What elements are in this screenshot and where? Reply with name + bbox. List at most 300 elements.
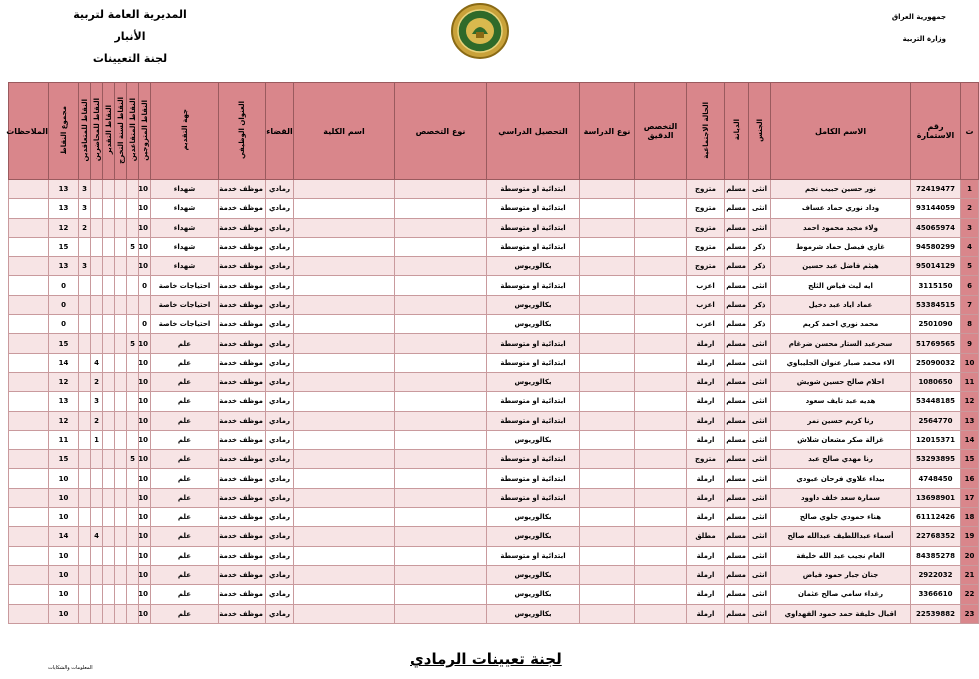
table-cell [79, 565, 91, 584]
column-header [127, 83, 139, 180]
table-cell: مسلم [725, 257, 749, 276]
appointments-table [8, 82, 979, 624]
table-row [9, 180, 979, 199]
table-cell: 10 [139, 527, 151, 546]
table-cell: رمادي [266, 411, 294, 430]
table-cell: ابتدائية او متوسطة [487, 392, 580, 411]
table-cell: 10 [49, 469, 79, 488]
table-cell: انثى [749, 334, 771, 353]
table-cell: موظف خدمة [219, 508, 266, 527]
table-cell [103, 508, 115, 527]
table-cell: بيداء علاوي فرحان عبودي [771, 469, 911, 488]
table-cell [79, 315, 91, 334]
table-cell: غزالة صكر مشعان شلاش [771, 430, 911, 449]
table-cell: 2 [91, 372, 103, 391]
column-header [91, 83, 103, 180]
table-cell: مسلم [725, 334, 749, 353]
column-header [725, 83, 749, 180]
table-cell: 10 [139, 585, 151, 604]
table-cell: 15 [49, 450, 79, 469]
table-cell: انثى [749, 276, 771, 295]
table-cell [9, 411, 49, 430]
table-cell [395, 295, 487, 314]
table-cell: 2 [91, 411, 103, 430]
table-cell [395, 276, 487, 295]
table-cell: اعزب [687, 315, 725, 334]
table-cell [127, 218, 139, 237]
table-cell [103, 411, 115, 430]
table-cell: 3366610 [911, 585, 961, 604]
table-cell [103, 488, 115, 507]
table-cell: مسلم [725, 527, 749, 546]
table-cell: علم [151, 546, 219, 565]
table-cell: 10 [139, 372, 151, 391]
table-cell [9, 527, 49, 546]
table-cell: 10 [139, 508, 151, 527]
table-cell: بكالوريوس [487, 295, 580, 314]
table-cell: رمادي [266, 604, 294, 623]
table-cell: ذكر [749, 237, 771, 256]
table-cell: 11 [961, 372, 979, 391]
table-cell: الغام نجيب عبد الله خليفة [771, 546, 911, 565]
column-header-label: النقاط للمحاضرين [92, 98, 101, 162]
table-cell [395, 257, 487, 276]
table-cell: علم [151, 508, 219, 527]
footer-note: المعلومات والشكايات [48, 665, 93, 671]
table-cell [127, 508, 139, 527]
table-cell [395, 508, 487, 527]
table-cell: 16 [961, 469, 979, 488]
table-cell [395, 469, 487, 488]
table-cell [635, 315, 687, 334]
table-cell [294, 334, 395, 353]
table-cell: مسلم [725, 295, 749, 314]
table-cell: ذكر [749, 257, 771, 276]
table-cell: ارملة [687, 508, 725, 527]
table-cell: مسلم [725, 411, 749, 430]
table-cell: ارملة [687, 546, 725, 565]
table-cell: متزوج [687, 218, 725, 237]
table-cell [103, 372, 115, 391]
table-cell [294, 488, 395, 507]
table-cell: موظف خدمة [219, 604, 266, 623]
column-header-label: الجنس [755, 118, 764, 142]
table-row [9, 218, 979, 237]
column-header-label: الحالة الاجتماعية [701, 101, 710, 159]
table-cell: 14 [49, 353, 79, 372]
column-header: نوع التخصص [395, 83, 487, 180]
table-cell [580, 469, 635, 488]
table-cell: 72419477 [911, 180, 961, 199]
table-cell: هيثم فاضل عبد حسين [771, 257, 911, 276]
table-cell: رمادي [266, 392, 294, 411]
table-cell: 13 [961, 411, 979, 430]
table-cell [91, 565, 103, 584]
table-cell: 6 [961, 276, 979, 295]
table-cell [294, 565, 395, 584]
table-cell: موظف خدمة [219, 372, 266, 391]
table-cell: رمادي [266, 276, 294, 295]
table-cell [9, 315, 49, 334]
table-cell [91, 469, 103, 488]
table-cell [635, 392, 687, 411]
table-cell: 13 [49, 180, 79, 199]
table-cell [103, 237, 115, 256]
table-cell [79, 237, 91, 256]
column-header [115, 83, 127, 180]
column-header: الملاحظات [9, 83, 49, 180]
table-cell: موظف خدمة [219, 546, 266, 565]
table-cell: موظف خدمة [219, 295, 266, 314]
table-cell [9, 469, 49, 488]
table-cell [115, 218, 127, 237]
table-cell [115, 199, 127, 218]
table-cell [127, 411, 139, 430]
table-cell [9, 546, 49, 565]
table-cell [580, 546, 635, 565]
column-header [749, 83, 771, 180]
table-cell [127, 180, 139, 199]
table-cell: متزوج [687, 180, 725, 199]
table-cell [294, 353, 395, 372]
column-header-label: العنوان الوظيفي [238, 100, 246, 160]
table-cell: سمارة سعد خلف داوود [771, 488, 911, 507]
table-cell: موظف خدمة [219, 334, 266, 353]
table-cell [580, 450, 635, 469]
directorate-name: المديرية العامة لتربية الأنبار [73, 8, 187, 43]
table-cell: 17 [961, 488, 979, 507]
table-cell: 0 [49, 276, 79, 295]
table-cell [9, 295, 49, 314]
table-cell [103, 392, 115, 411]
table-cell [635, 508, 687, 527]
table-cell: 19 [961, 527, 979, 546]
table-cell: 10 [49, 565, 79, 584]
table-cell [103, 334, 115, 353]
table-row [9, 508, 979, 527]
table-cell: 4 [91, 527, 103, 546]
table-cell: 22539882 [911, 604, 961, 623]
ministry-name: وزارة التربية [902, 35, 946, 43]
table-cell: ايه ليث فياض الثلج [771, 276, 911, 295]
table-cell: رمادي [266, 218, 294, 237]
table-cell [115, 411, 127, 430]
table-cell: 4748450 [911, 469, 961, 488]
table-cell [580, 508, 635, 527]
table-row [9, 469, 979, 488]
table-cell: 0 [139, 315, 151, 334]
table-cell [9, 392, 49, 411]
table-cell: انثى [749, 372, 771, 391]
column-header-label: النقاط المتزوجين [140, 99, 149, 161]
table-cell: 93144059 [911, 199, 961, 218]
table-cell [635, 180, 687, 199]
table-cell: مسلم [725, 488, 749, 507]
table-cell: انثى [749, 604, 771, 623]
table-cell: متزوج [687, 237, 725, 256]
table-cell: 10 [139, 546, 151, 565]
table-cell: 10 [139, 565, 151, 584]
table-cell: 3 [79, 199, 91, 218]
table-row [9, 353, 979, 372]
table-cell [115, 527, 127, 546]
table-cell: مسلم [725, 430, 749, 449]
table-cell [9, 508, 49, 527]
table-row [9, 604, 979, 623]
table-cell [79, 295, 91, 314]
table-cell: انثى [749, 527, 771, 546]
table-cell: 10 [139, 257, 151, 276]
table-cell: 1 [91, 430, 103, 449]
table-cell: 18 [961, 508, 979, 527]
table-cell [9, 218, 49, 237]
column-header: رقم الاستمارة [911, 83, 961, 180]
table-cell: اعزب [687, 295, 725, 314]
table-header-row [9, 83, 979, 180]
table-cell [127, 430, 139, 449]
table-cell [580, 353, 635, 372]
table-cell: 10 [139, 450, 151, 469]
table-cell [395, 430, 487, 449]
table-cell: 10 [139, 392, 151, 411]
table-row [9, 334, 979, 353]
table-cell: الاء محمد صبار عنوان الجليباوي [771, 353, 911, 372]
table-cell: موظف خدمة [219, 527, 266, 546]
table-cell: ارملة [687, 392, 725, 411]
table-cell [103, 450, 115, 469]
table-cell [127, 257, 139, 276]
column-header: القضاء [266, 83, 294, 180]
table-cell [395, 199, 487, 218]
table-cell [115, 180, 127, 199]
table-cell: علم [151, 430, 219, 449]
table-cell: انثى [749, 450, 771, 469]
table-cell: مسلم [725, 565, 749, 584]
table-row [9, 411, 979, 430]
table-row [9, 392, 979, 411]
table-cell [294, 276, 395, 295]
table-cell [115, 585, 127, 604]
table-cell: احتياجات خاصة [151, 276, 219, 295]
table-cell: 10 [139, 199, 151, 218]
table-cell [91, 276, 103, 295]
column-header: التحصيل الدراسي [487, 83, 580, 180]
table-cell: رمادي [266, 295, 294, 314]
table-cell [79, 430, 91, 449]
table-cell [580, 604, 635, 623]
table-cell [79, 411, 91, 430]
table-cell: ابتدائية او متوسطة [487, 237, 580, 256]
table-cell: رمادي [266, 257, 294, 276]
table-cell: اعزب [687, 276, 725, 295]
table-cell [127, 565, 139, 584]
table-cell [115, 450, 127, 469]
table-cell [115, 430, 127, 449]
table-cell: موظف خدمة [219, 276, 266, 295]
table-cell: انثى [749, 469, 771, 488]
table-cell: علم [151, 469, 219, 488]
table-cell [395, 237, 487, 256]
table-cell: ابتدائية او متوسطة [487, 334, 580, 353]
table-cell: رغداء سامي صالح عثمان [771, 585, 911, 604]
table-cell: علم [151, 334, 219, 353]
table-cell: مسلم [725, 585, 749, 604]
table-cell: علم [151, 392, 219, 411]
table-cell [79, 546, 91, 565]
table-cell: ابتدائية او متوسطة [487, 199, 580, 218]
table-cell [103, 199, 115, 218]
table-cell [294, 585, 395, 604]
table-cell: موظف خدمة [219, 392, 266, 411]
table-cell: متزوج [687, 199, 725, 218]
table-cell: بكالوريوس [487, 315, 580, 334]
table-cell [294, 295, 395, 314]
table-cell: 0 [139, 276, 151, 295]
table-cell [79, 276, 91, 295]
table-cell: موظف خدمة [219, 430, 266, 449]
table-cell [79, 372, 91, 391]
table-cell: شهداء [151, 218, 219, 237]
table-cell: رمادي [266, 565, 294, 584]
table-cell [103, 565, 115, 584]
table-cell: هديه عبد نايف سعود [771, 392, 911, 411]
table-cell: 5 [127, 450, 139, 469]
table-cell [9, 334, 49, 353]
table-cell: 13 [49, 392, 79, 411]
table-cell: 22768352 [911, 527, 961, 546]
table-cell [103, 469, 115, 488]
table-cell [635, 411, 687, 430]
table-cell [127, 315, 139, 334]
table-cell [294, 199, 395, 218]
table-cell: وداد نوري حماد عساف [771, 199, 911, 218]
table-cell: علم [151, 450, 219, 469]
committee-name: لجنة التعيينات [92, 52, 168, 65]
table-cell [294, 372, 395, 391]
table-cell [294, 450, 395, 469]
table-row [9, 546, 979, 565]
table-cell: ارملة [687, 604, 725, 623]
column-header: ت [961, 83, 979, 180]
table-cell: رمادي [266, 469, 294, 488]
table-cell: 10 [49, 508, 79, 527]
table-cell: 4 [91, 353, 103, 372]
table-cell: 20 [961, 546, 979, 565]
table-cell: جنان جبار حمود فياض [771, 565, 911, 584]
table-cell [127, 276, 139, 295]
table-cell [580, 527, 635, 546]
table-cell [91, 585, 103, 604]
table-cell: ارملة [687, 372, 725, 391]
table-cell [580, 372, 635, 391]
table-cell [91, 546, 103, 565]
table-cell: 10 [139, 218, 151, 237]
table-cell: مسلم [725, 353, 749, 372]
table-cell [635, 604, 687, 623]
table-row [9, 488, 979, 507]
table-cell: 53448185 [911, 392, 961, 411]
table-row [9, 565, 979, 584]
country-name: جمهورية العراق [891, 13, 946, 21]
table-cell: انثى [749, 508, 771, 527]
table-cell [294, 218, 395, 237]
table-cell: 15 [49, 237, 79, 256]
table-cell [115, 565, 127, 584]
table-cell: مسلم [725, 604, 749, 623]
table-cell: 5 [127, 237, 139, 256]
table-cell: ابتدائية او متوسطة [487, 546, 580, 565]
table-cell [103, 604, 115, 623]
table-cell [395, 585, 487, 604]
table-cell [395, 565, 487, 584]
table-cell [635, 546, 687, 565]
table-cell: 2922032 [911, 565, 961, 584]
table-cell [294, 315, 395, 334]
table-cell [395, 604, 487, 623]
table-cell: شهداء [151, 237, 219, 256]
table-cell: رمادي [266, 430, 294, 449]
table-cell [9, 450, 49, 469]
table-cell [294, 257, 395, 276]
column-header: التخصص الدقيق [635, 83, 687, 180]
table-cell: 3 [79, 257, 91, 276]
table-cell: 7 [961, 295, 979, 314]
table-cell: انثى [749, 488, 771, 507]
table-cell: 10 [49, 604, 79, 623]
table-cell [294, 237, 395, 256]
table-cell: 12015371 [911, 430, 961, 449]
column-header [151, 83, 219, 180]
table-cell [79, 334, 91, 353]
table-cell [580, 565, 635, 584]
table-cell [294, 527, 395, 546]
table-cell: 12 [49, 411, 79, 430]
table-row [9, 372, 979, 391]
table-cell [635, 218, 687, 237]
column-header-label: النقاط للمتعاقدين [80, 98, 89, 162]
table-cell: 15 [961, 450, 979, 469]
table-cell: رمادي [266, 180, 294, 199]
table-cell [395, 411, 487, 430]
table-cell [103, 546, 115, 565]
table-cell: 10 [139, 430, 151, 449]
table-cell [115, 295, 127, 314]
table-cell [635, 430, 687, 449]
table-cell [9, 257, 49, 276]
table-cell [635, 565, 687, 584]
table-cell [635, 334, 687, 353]
table-cell [127, 199, 139, 218]
table-cell [635, 372, 687, 391]
table-cell [115, 469, 127, 488]
table-cell [91, 237, 103, 256]
table-cell: 3 [961, 218, 979, 237]
table-row [9, 295, 979, 314]
table-cell [79, 392, 91, 411]
table-cell: انثى [749, 585, 771, 604]
table-cell [294, 508, 395, 527]
table-cell [395, 218, 487, 237]
table-cell: علم [151, 565, 219, 584]
table-cell: غازي فيصل حماد شرموط [771, 237, 911, 256]
table-cell: شهداء [151, 180, 219, 199]
ministry-seal-logo [450, 2, 510, 60]
table-cell [91, 180, 103, 199]
table-cell: انثى [749, 218, 771, 237]
table-cell [115, 353, 127, 372]
table-cell: علم [151, 488, 219, 507]
table-cell [580, 257, 635, 276]
